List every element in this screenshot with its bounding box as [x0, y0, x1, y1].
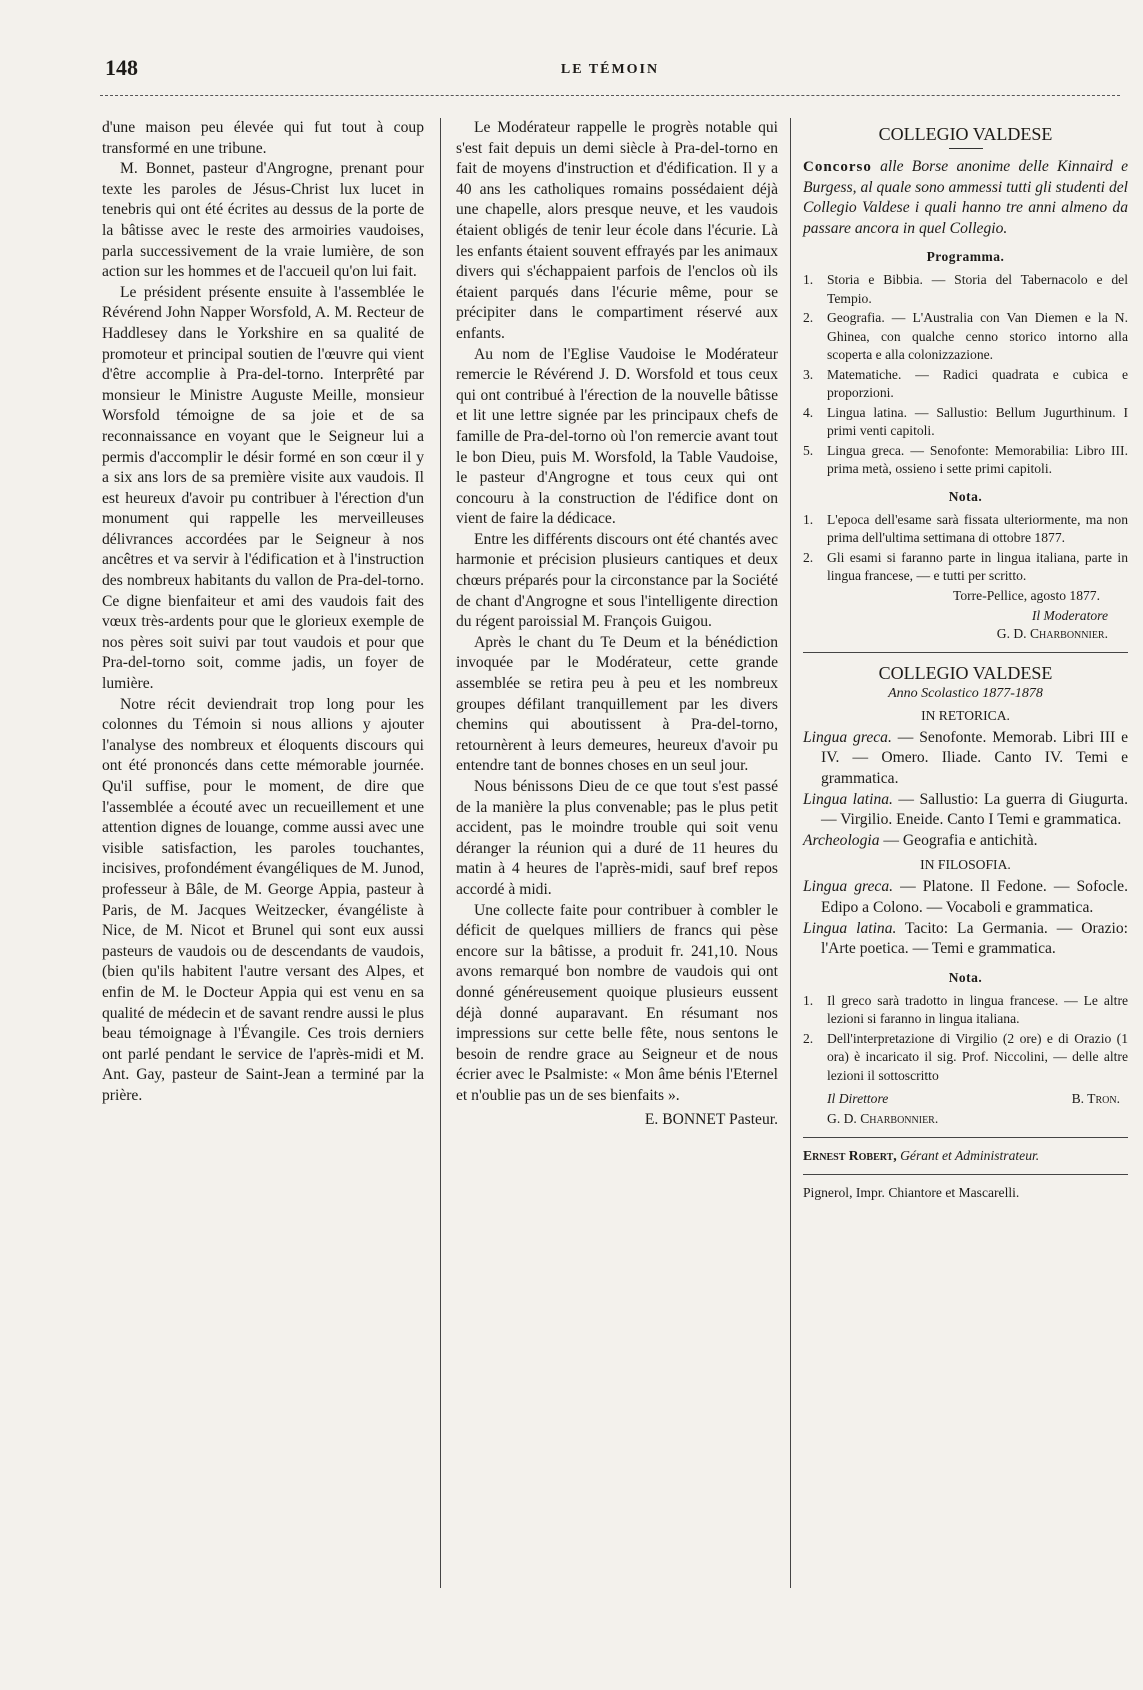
section-divider — [803, 1174, 1128, 1175]
signature-role: Il Moderatore — [1031, 607, 1108, 623]
item-number: 3. — [803, 366, 814, 382]
item-number: 2. — [803, 1030, 814, 1046]
notice-title: COLLEGIO VALDESE — [878, 124, 1053, 144]
nota-list — [803, 992, 1128, 1086]
course-text: Tacito: La Germania. — Orazio: l'Arte poetica. — Temi e grammatica. — [821, 919, 1128, 958]
column-left — [102, 118, 424, 1107]
retorica-heading: IN RETORICA. — [921, 707, 1010, 723]
concorso-intro — [803, 157, 1128, 239]
signature-name — [803, 626, 1108, 642]
course-label: Lingua latina. — [803, 790, 893, 808]
paragraph: Le Modérateur rappelle le progrès notable qui s'est fait depuis un demi siècle à Pra-del-torno en fait de moyens d'instruction et d'édification. Il y a 40 ans les catholiques romains possédaient déjà une chapelle, alors presque neuve, et les vaudois étaient obligés de tenir leur école dans l'écurie. Là les enfants étaient souvent effrayés par les animaux divers qui s'échappaient parfois de l'enclos où ils étaient parqués dans l'écurie même, pour se précipiter dans le compartiment réservé aux enfants. — [456, 119, 778, 342]
item-text: Matematiche. — Radici quadrata e cubica e proporzioni. — [827, 366, 1128, 401]
item-text: Lingua latina. — Sallustio: Bellum Jugurthinum. I primi venti capitoli. — [827, 404, 1128, 439]
course-text: — Geografia e antichità. — [883, 831, 1038, 849]
page-header — [105, 55, 1115, 87]
journal-title: LE TÉMOIN — [560, 62, 660, 77]
list-item — [803, 309, 1128, 365]
list-item — [803, 366, 1128, 403]
list-item — [803, 404, 1128, 441]
header-rule — [100, 95, 1120, 96]
item-text: Gli esami si faranno parte in lingua italiana, parte in lingua francese, — e tutti per scritto. — [827, 549, 1128, 584]
item-text: Storia e Bibbia. — Storia del Tabernacolo e del Tempio. — [827, 272, 1128, 306]
director-name: B. Tron. — [1071, 1091, 1120, 1107]
item-number: 2. — [803, 310, 814, 326]
list-item — [803, 1030, 1128, 1086]
item-number: 5. — [803, 442, 814, 458]
column-divider-2 — [790, 118, 791, 1588]
item-text: Lingua greca. — Senofonte: Memorabilia: Libro III. prima metà, ossieno i sette primi capitoli. — [827, 442, 1128, 477]
school-year: Anno Scolastico 1877-1878 — [888, 685, 1043, 701]
item-number: 1. — [803, 511, 814, 527]
list-item — [803, 992, 1128, 1029]
article-signature: E. BONNET Pasteur. — [644, 1110, 778, 1128]
item-number: 1. — [803, 992, 814, 1008]
section-divider — [803, 652, 1128, 653]
section-divider — [803, 1137, 1128, 1138]
concorso-text: alle Borse anonime delle Kinnaird e Burgess, al quale sono ammessi tutti gli studenti del Collegio Valdese i quali hanno tre anni almeno da passare ancora in quel Collegio. — [803, 158, 1128, 237]
list-item — [803, 271, 1128, 308]
nota-title: Nota. — [948, 969, 983, 985]
list-item — [803, 442, 1128, 479]
column-middle — [456, 118, 778, 1130]
gerant-name: Ernest Robert, — [803, 1148, 897, 1164]
gerant-role: Gérant et Administrateur. — [900, 1148, 1040, 1164]
signature-name-text: G. D. Charbonnier. — [996, 625, 1108, 641]
paragraph: Entre les différents discours ont été chantés avec harmonie et précision plusieurs cantiques et deux chœurs préparés pour la circonstance par la Société de chant d'Angrogne et sous l'intelligente direction du régent paroissial M. François Guigou. — [456, 530, 778, 631]
list-item — [803, 549, 1128, 586]
course-text: — Platone. Il Fedone. — Sofocle. Edipo a Colono. — Vocaboli e grammatica. — [821, 878, 1129, 917]
item-number: 2. — [803, 549, 814, 565]
director-signature — [827, 1091, 1120, 1107]
nota-title: Nota. — [948, 488, 983, 504]
paragraph: Au nom de l'Eglise Vaudoise le Modérateur remercie le Révérend J. D. Worsfold et tous ceux qui ont contribué à l'érection de la nouvelle bâtisse et lit une lettre signée par les principaux chefs de famille de Pra-del-torno où l'on remercie avant tout le bon Dieu, puis M. Worsfold, la Table Vaudoise, le pasteur d'Angrogne et tous ceux qui ont concouru à la construction de l'édifice dont on vient de faire la dédicace. — [456, 345, 778, 528]
course-entry — [803, 831, 1128, 852]
column-divider-1 — [440, 118, 441, 1588]
nota-list — [803, 511, 1128, 586]
course-label: Archeologia — [803, 831, 880, 849]
course-entry — [803, 790, 1128, 831]
concorso-lead: Concorso — [803, 159, 872, 175]
director-second-name: G. D. Charbonnier. — [827, 1111, 939, 1127]
item-text: Geografia. — L'Australia con Van Diemen e la N. Ghinea, con qualche cenno storico intorno alla scoperta e alla colonizzazione. — [827, 310, 1128, 363]
paragraph: M. Bonnet, pasteur d'Angrogne, prenant pour texte les paroles de Jésus-Christ lux lucet in tenebris qui ont été écrites au dessus de la porte de la bâtisse avec le reste des armoiries vaudoises, parla successivement de la vraie lumière, de son action sur les hommes et de l'accueil qu'on lui fait. — [102, 160, 424, 281]
programma-title: Programma. — [926, 249, 1005, 265]
item-text: Dell'interpretazione di Virgilio (2 ore) e di Orazio (1 ora) è incaricato il sig. Prof. Niccolini, — delle altre lezioni il sottoscritto — [827, 1030, 1128, 1083]
notice-title: COLLEGIO VALDESE — [878, 662, 1053, 683]
printer-line: Pignerol, Impr. Chiantore et Mascarelli. — [803, 1185, 1020, 1201]
column-right — [803, 118, 1128, 1201]
gerant-line — [803, 1148, 1128, 1164]
course-entry — [803, 728, 1128, 790]
course-label: Lingua greca. — [803, 878, 894, 896]
item-number: 1. — [803, 272, 814, 288]
course-text: — Senofonte. Memorab. Libri III e IV. — Omero. Iliade. Canto IV. Temi e grammatica. — [821, 728, 1129, 788]
course-entry — [803, 919, 1128, 960]
item-text: L'epoca dell'esame sarà fissata ulteriormente, ma non prima dell'ultima settimana di ottobre 1877. — [827, 511, 1128, 546]
list-item — [803, 511, 1128, 548]
short-rule — [949, 148, 983, 149]
course-text: — Sallustio: La guerra di Giugurta. — Virgilio. Eneide. Canto I Temi e grammatica. — [821, 790, 1128, 829]
paragraph: Nous bénissons Dieu de ce que tout s'est passé de la manière la plus convenable; pas le plus petit accident, pas le moindre trouble qui soit venu déranger la réunion qui a duré de 11 heures du matin à 4 heures de l'après-midi, sauf bref repos accordé à midi. — [456, 778, 778, 898]
course-entry — [803, 877, 1128, 918]
item-text: Il greco sarà tradotto in lingua francese. — Le altre lezioni si faranno in lingua italiana. — [827, 992, 1128, 1027]
paragraph: Notre récit deviendrait trop long pour les colonnes du Témoin si nous allions y ajouter l'analyse des nombreux et éloquents discours qui ont été prononcés dans cette mémorable journée. Qu'il suffise, pour le moment, de dire que l'assemblée a écouté avec un recueillement et une attention dignes de louange, comme aussi avec une visible satisfaction, les paroles touchantes, incisives, profondément évangéliques de M. Junod, professeur à Bâle, de M. George Appia, pasteur à Paris, de M. Jacques Weitzecker, évangéliste à Nice, de M. Nicot et Brunel qui sont eux aussi pasteurs de vaudois ou de descendants de vaudois, (bien qu'ils habitent l'autre versant des Alpes, et enfin de M. le Docteur Appia qui est venu en sa qualité de médecin et de savant rendre aussi le plus beau témoignage à l'Évangile. Ces trois derniers ont parlé pendant le service de l'après-midi et M. Ant. Gay, pasteur de Saint-Jean a terminé par la prière. — [102, 695, 424, 1104]
paragraph: d'une maison peu élevée qui fut tout à coup transformé en une tribune. — [102, 119, 424, 157]
paragraph: Une collecte faite pour contribuer à combler le déficit de quelques milliers de francs qui pèse encore sur la bâtisse, a produit fr. 241,10. Nous avons remarqué bon nombre de vaudois qui ont donné généreusement quoique plusieurs eussent déjà donné auparavant. En résumant nos impressions sur cette belle fête, nous sentons le besoin de rendre grace au Seigneur et de nous écrier avec le Psalmiste: « Mon âme bénis l'Eternel et n'oublie pas un de ses bienfaits ». — [456, 901, 778, 1104]
filosofia-heading: IN FILOSOFIA. — [920, 857, 1011, 873]
director-role: Il Direttore — [827, 1091, 889, 1107]
page-number: 148 — [105, 55, 138, 80]
paragraph: Le président présente ensuite à l'assemblée le Révérend John Napper Worsfold, A. M. Recteur de Haddlesey dans le Yorkshire en sa qualité de promoteur et principal soutien de l'œuvre qui vient d'être accomplie à Pra-del-torno. Interprêté par monsieur le Ministre Auguste Meille, monsieur Worsfold témoigne de sa joie et de sa reconnaissance en voyant que le Seigneur lui a permis d'accomplir le désir formé en son cœur il y a six ans lors de sa première visite aux vaudois. Il est heureux d'avoir pu contribuer à l'érection d'un monument qui rappelle les merveilleuses délivrances accordées par le Seigneur à nos ancêtres et va servir à l'édification et à l'instruction des nombreux habitants du vallon de Pra-del-torno. Ce digne bienfaiteur et ami des vaudois fait des vœux très-ardents pour que le glorieux exemple de nos pères soit suivi par tout vaudois et pour que Pra-del-torno soit, comme jadis, un foyer de lumière. — [102, 283, 424, 693]
programma-list — [803, 271, 1128, 479]
course-label: Lingua greca. — [803, 728, 892, 746]
course-label: Lingua latina. — [803, 919, 897, 937]
paragraph: Après le chant du Te Deum et la bénédiction invoquée par le Modérateur, cette grande assemblée se retira peu à peu et les nombreux groupes défilant tranquillement par les divers chemins qui aboutissent à Pra-del-torno, retournèrent à leurs demeures, heureux d'avoir pu entendre tant de bonnes choses en un seul jour. — [456, 633, 778, 775]
item-number: 4. — [803, 404, 814, 420]
dateline: Torre-Pellice, agosto 1877. — [952, 587, 1100, 603]
